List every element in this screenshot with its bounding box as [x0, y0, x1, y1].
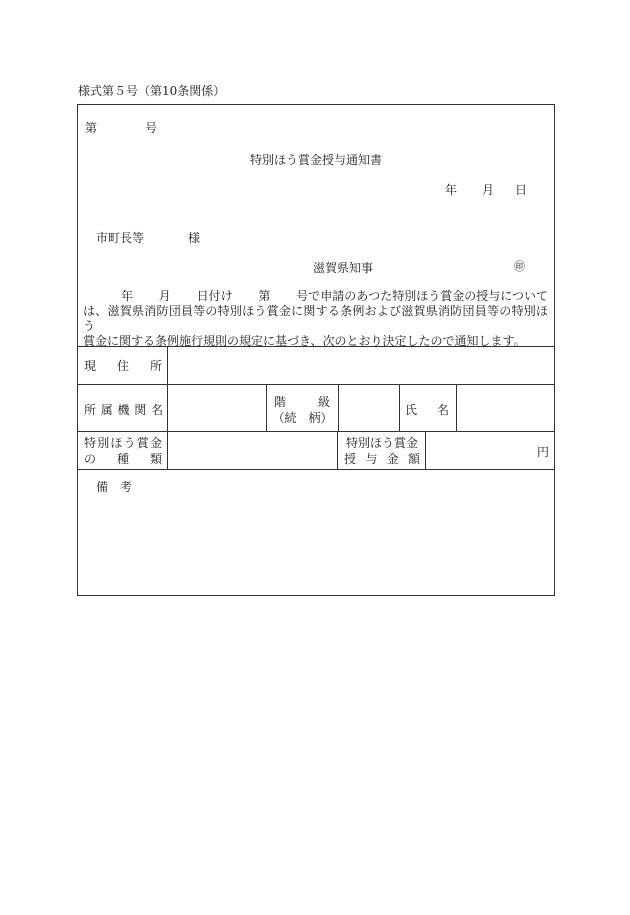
notice-form — [77, 104, 555, 596]
award-type-label-char: ほ — [110, 436, 123, 450]
award-type-label-bottom — [84, 450, 162, 467]
award-amount-label-bottom — [344, 450, 420, 467]
relationship-label: （続 柄） — [272, 411, 333, 425]
name-label-char: 氏 — [405, 403, 418, 417]
award-type-label-char: 金 — [149, 436, 162, 450]
notice-body — [83, 289, 548, 349]
award-amount-field[interactable] — [426, 432, 553, 468]
name-label-char: 名 — [436, 403, 449, 417]
affiliation-label-char: 所 — [84, 403, 97, 417]
name-label-left-divider — [399, 384, 400, 431]
address-label-char: 現 — [84, 359, 97, 373]
addressee: 市町長等 — [96, 231, 145, 245]
remarks-label: 備 考 — [96, 480, 133, 494]
body-date-suffix: 日付け — [196, 289, 233, 303]
rank-label — [274, 393, 330, 410]
date-day: 日 — [515, 183, 528, 197]
remarks-field[interactable] — [79, 497, 553, 593]
body-number-prefix: 第 — [258, 289, 271, 303]
affiliation-label-char: 機 — [117, 403, 130, 417]
award-type-label — [84, 434, 162, 451]
award-type-label-char: 賞 — [136, 436, 149, 450]
body-line-2: は、滋賀県消防団員等の特別ほう賞金に関する条例および滋賀県消防団員等の特別ほう — [83, 304, 548, 333]
award-amount-label-char: 授 — [344, 452, 357, 466]
date-year: 年 — [445, 183, 458, 197]
affiliation-label — [84, 401, 163, 418]
affiliation-label-char: 名 — [150, 403, 163, 417]
seal-mark: ㊞ — [514, 260, 525, 273]
addressee-honorific: 様 — [188, 231, 201, 245]
award-type-label-char: 類 — [149, 452, 162, 466]
body-year: 年 — [121, 289, 134, 303]
name-field[interactable] — [457, 385, 553, 430]
address-label-char: 住 — [116, 359, 129, 373]
award-amount-label-char: 金 — [386, 452, 399, 466]
affiliation-label-char: 関 — [134, 403, 147, 417]
award-type-label-char: う — [123, 436, 136, 450]
rank-label-char: 階 — [274, 395, 287, 409]
body-line-1 — [83, 289, 548, 304]
body-application-text: 号で申請のあつた特別ほう賞金の授与について — [296, 289, 548, 303]
award-type-label-char: 特 — [84, 436, 97, 450]
name-label — [405, 401, 449, 418]
affiliation-label-char: 属 — [100, 403, 113, 417]
address-label-char: 所 — [149, 359, 162, 373]
award-type-label-char: 種 — [116, 452, 129, 466]
award-type-label-char: 別 — [97, 436, 110, 450]
body-month: 月 — [158, 289, 171, 303]
number-suffix: 号 — [145, 121, 158, 135]
body-line-3: 賞金に関する条例施行規則の規定に基づき、次のとおり決定したので通知します。 — [83, 334, 526, 348]
issuer: 滋賀県知事 — [313, 261, 374, 275]
amount-label-left-divider — [337, 431, 338, 469]
document-title: 特別ほう賞金授与通知書 — [249, 153, 382, 167]
currency-unit: 円 — [537, 445, 550, 459]
award-amount-label-char: 与 — [365, 452, 378, 466]
award-type-label-char: の — [84, 452, 97, 466]
number-prefix: 第 — [85, 121, 98, 135]
address-field[interactable] — [168, 347, 553, 383]
rank-label-char: 級 — [317, 395, 330, 409]
rank-field[interactable] — [339, 385, 398, 430]
affiliation-field[interactable] — [168, 385, 265, 430]
form-id: 様式第５号（第10条関係） — [78, 84, 226, 98]
award-type-field[interactable] — [168, 432, 336, 468]
row-divider-3 — [78, 469, 554, 470]
award-amount-label-char: 額 — [407, 452, 420, 466]
date-month: 月 — [482, 183, 495, 197]
award-amount-label: 特別ほう賞金 — [345, 436, 418, 450]
address-label — [84, 357, 162, 374]
